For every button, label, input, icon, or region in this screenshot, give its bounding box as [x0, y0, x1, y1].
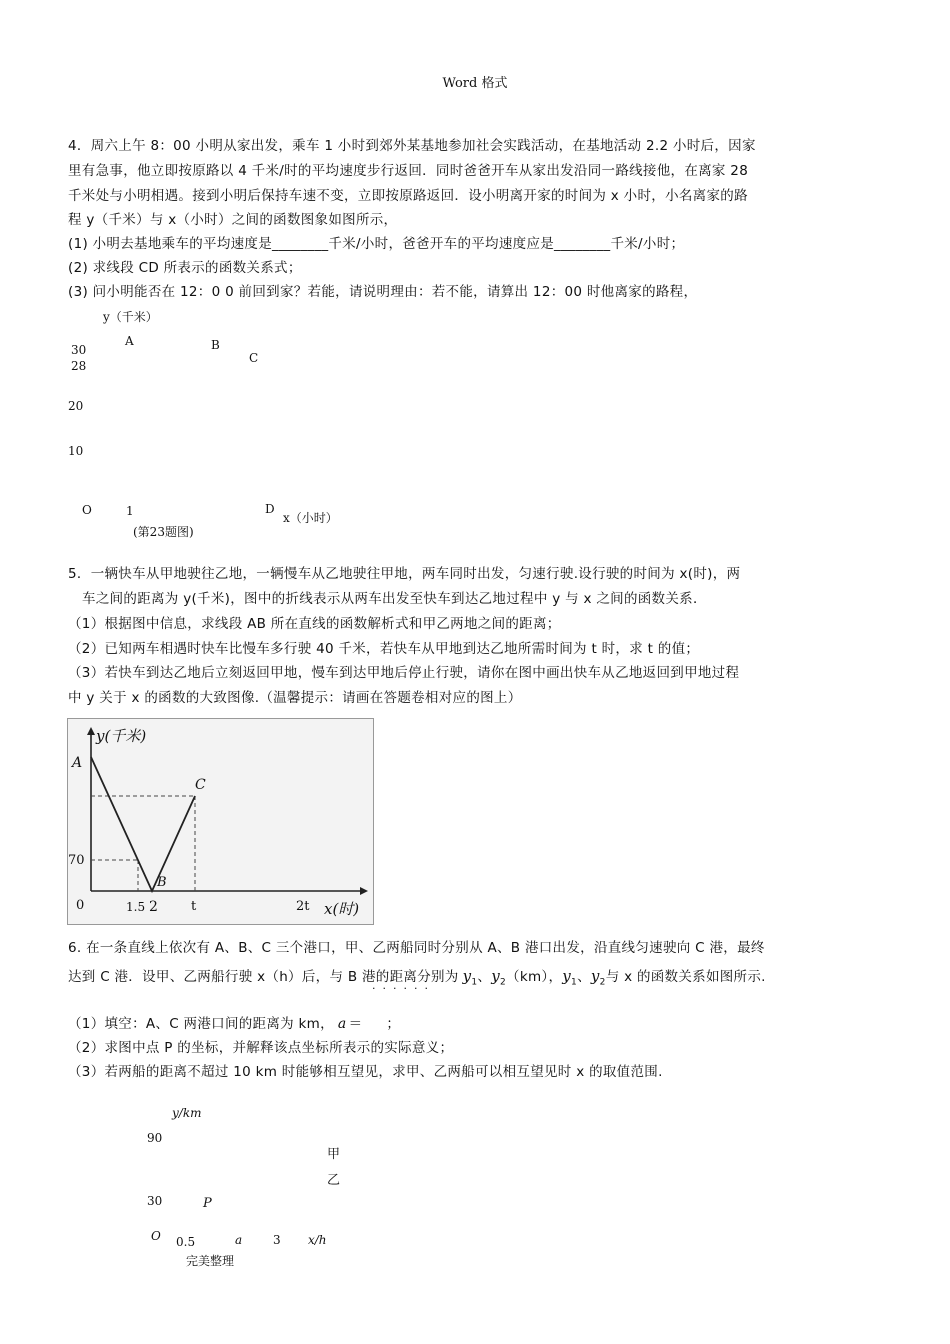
q6-y-var: y: [590, 967, 600, 985]
q5-origin: 0: [76, 898, 85, 913]
q6-sub: 1: [471, 977, 478, 988]
q6-y-var: y: [491, 967, 500, 985]
q6-item: （2）求图中点 P 的坐标，并解释该点坐标所表示的实际意义；: [68, 1040, 454, 1056]
q5-figure: [67, 718, 374, 925]
q4-line: 程 y（千米）与 x（小时）之间的函数图象如图所示，: [68, 212, 398, 228]
q5-x-tick: 1.5: [126, 900, 146, 914]
q5-graph: [68, 719, 373, 924]
q6-x-axis-label: x/h: [308, 1233, 327, 1247]
q5-y-tick: 70: [68, 853, 85, 868]
q4-y-tick: 30: [71, 343, 87, 357]
q6-item1-eq: ＝: [348, 1016, 363, 1032]
q5-point-c: C: [195, 777, 206, 793]
q6-y-var: y: [562, 967, 572, 985]
q6-line2-text: （km），: [506, 969, 563, 985]
q4-x-axis-label: x（小时）: [283, 511, 338, 525]
q6-sub: 1: [571, 977, 578, 988]
q4-line: (3) 问小明能否在 12：0 0 前回到家？若能，请说明理由：若不能，请算出 12：00 时他离家的路程，: [68, 284, 698, 300]
q4-y-tick: 20: [68, 399, 84, 413]
q6-item: （3）若两船的距离不超过 10 km 时能够相互望见，求甲、乙两船可以相互望见时 x 的取值范围.: [68, 1064, 663, 1080]
page-header: Word 格式: [442, 76, 508, 91]
q6-x-tick: a: [235, 1233, 243, 1247]
q5-point-a: A: [72, 755, 83, 771]
q5-line: （3）若快车到达乙地后立刻返回甲地，慢车到达甲地后停止行驶，请你在图中画出快车从乙地返回到甲地过程: [68, 665, 740, 681]
q6-series-label-jia: 甲: [327, 1147, 341, 1162]
q6-item-1: [68, 1012, 400, 1036]
q6-y-axis-label: y/km: [172, 1106, 202, 1120]
emphasis-dots: ······: [372, 982, 435, 995]
q4-point-c: C: [249, 351, 259, 365]
q5-x-tick: t: [191, 899, 197, 914]
q4-x-tick: 1: [126, 504, 134, 518]
q6-sub: 2: [500, 977, 507, 988]
q6-line: 6. 在一条直线上依次有 A、B、C 三个港口，甲、乙两船同时分别从 A、B 港口出发，沿直线匀速驶向 C 港，最终: [68, 940, 765, 956]
q6-sub: 2: [599, 977, 606, 988]
q6-line2-text: 与 x 的函数关系如图所示.: [605, 969, 766, 985]
q4-y-tick: 28: [71, 359, 87, 373]
q6-point-p: P: [203, 1196, 212, 1211]
q5-line: （2）已知两车相遇时快车比慢车多行驶 40 千米，若快车从甲地到达乙地所需时间为 t 时，求 t 的值；: [68, 641, 700, 657]
q5-x-tick: 2: [149, 899, 158, 915]
q5-line: 车之间的距离为 y(千米)，图中的折线表示从两车出发至快车到达乙地过程中 y 与 x 之间的函数关系．: [82, 591, 707, 607]
q4-line: 4．周六上午 8：00 小明从家出发，乘车 1 小时到郊外某基地参加社会实践活动，在基地活动 2.2 小时后，因家: [68, 138, 756, 154]
q5-line: （1）根据图中信息，求线段 AB 所在直线的函数解析式和甲乙两地之间的距离；: [68, 616, 561, 632]
q6-sep: 、: [477, 969, 492, 985]
q6-x-tick: 0.5: [176, 1235, 196, 1249]
q6-item1-a: a: [337, 1016, 347, 1032]
q6-y-var: y: [462, 967, 472, 985]
q5-line: 中 y 关于 x 的函数的大致图像.（温馨提示：请画在答题卷相对应的图上）: [68, 690, 522, 706]
page-footer: 完美整理: [186, 1254, 235, 1268]
q4-point-d: D: [265, 502, 275, 516]
q5-line: 5．一辆快车从甲地驶往乙地，一辆慢车从乙地驶往甲地，两车同时出发，匀速行驶.设行驶的时间为 x(时)，两: [68, 566, 741, 582]
q6-line2-text: 达到 C 港．设甲、乙两船行驶 x（h）后，与 B 港的距离分别为: [68, 969, 459, 985]
q4-line: (1) 小明去基地乘车的平均速度是________千米/小时，爸爸开车的平均速度应是________千米/小时；: [68, 236, 685, 252]
q4-y-axis-label: y（千米）: [103, 310, 158, 324]
q6-y-tick: 30: [147, 1194, 163, 1208]
q4-point-b: B: [211, 338, 220, 352]
q6-y-tick: 90: [147, 1131, 163, 1145]
q6-sep: 、: [577, 969, 591, 985]
q6-series-label-yi: 乙: [327, 1173, 341, 1188]
q6-item1-text: （1）填空：A、C 两港口间的距离为 km，: [68, 1016, 334, 1032]
q5-y-axis-label: y(千米): [96, 727, 147, 745]
q4-figure-caption: (第23题图): [133, 525, 194, 539]
q4-origin: O: [82, 503, 92, 517]
q4-line: (2) 求线段 CD 所表示的函数关系式；: [68, 260, 302, 276]
q4-line: 里有急事，他立即按原路以 4 千米/时的平均速度步行返回．同时爸爸开车从家出发沿同一路线接他，在离家 28: [68, 163, 749, 179]
q4-y-tick: 10: [68, 444, 84, 458]
q4-line: 千米处与小明相遇。接到小明后保持车速不变，立即按原路返回．设小明离开家的时间为 x 小时，小名离家的路: [68, 188, 748, 204]
q5-point-b: B: [157, 875, 167, 890]
q4-point-a: A: [125, 334, 134, 348]
q6-x-tick: 3: [273, 1233, 281, 1247]
q5-x-tick: 2t: [296, 899, 310, 914]
q6-origin: O: [151, 1229, 161, 1243]
q5-x-axis-label: x(时): [324, 900, 360, 918]
q6-item1-end: ；: [386, 1016, 401, 1032]
